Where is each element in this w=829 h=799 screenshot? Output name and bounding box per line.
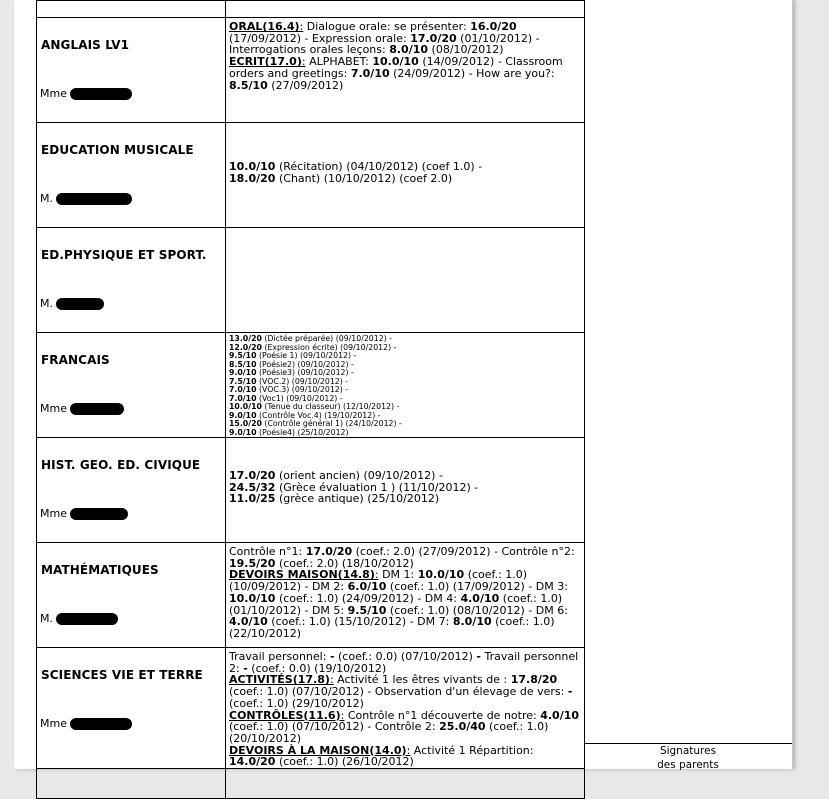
grade-notes: 17.0/20 (orient ancien) (09/10/2012) - 24.5/32 (Grèce évaluation 1 ) (11/10/2012) - 11.0/25 (grèce antique) (25/10/2012) xyxy=(229,469,479,506)
teacher-label xyxy=(40,87,132,100)
subject-cell xyxy=(37,648,226,769)
subject-name: ED.PHYSIQUE ET SPORT. xyxy=(41,248,207,262)
table-row xyxy=(37,648,585,769)
redacted-teacher-name xyxy=(56,193,132,205)
grade-notes: Contrôle n°1: 17.0/20 (coef.: 2.0) (27/09/2012) - Contrôle n°2: 19.5/20 (coef.: 2.0) (18/10/2012) DEVOIRS MAISON(14.8): DM 1: 10.0/10 (coef.: 1.0) (10/09/2012) - DM 2: 6.0/10 (coef.: 1.0) (17/09/2012) - DM 3: 10.0/10 (coef.: 1.0) (24/09/2012) - DM 4: 4.0/10 (coef.: 1.0) (01/10/2012) - DM 5: 9.5/10 (coef.: 1.0) (08/10/2012) - DM 6: 4.0/10 (coef.: 1.0) (15/10/2012) - DM 7: 8.0/10 (coef.: 1.0) (22/10/2012) xyxy=(229,545,575,640)
grade-notes: 10.0/10 (Récitation) (04/10/2012) (coef 1.0) - 18.0/20 (Chant) (10/10/2012) (coef 2.0) xyxy=(229,160,483,185)
table-row xyxy=(37,543,585,648)
subject-cell xyxy=(37,1,226,18)
teacher-label xyxy=(40,402,124,415)
subject-cell xyxy=(37,18,226,123)
redacted-teacher-name xyxy=(70,508,128,520)
grades-table xyxy=(36,0,585,799)
table-row xyxy=(37,18,585,123)
subject-name: HIST. GEO. ED. CIVIQUE xyxy=(41,458,201,472)
table-row xyxy=(37,228,585,333)
subject-name: ANGLAIS LV1 xyxy=(41,38,130,52)
subject-cell xyxy=(37,228,226,333)
table-row xyxy=(37,438,585,543)
teacher-label xyxy=(40,297,104,310)
grade-notes: 13.0/20 (Dictée préparée) (09/10/2012) - 12.0/20 (Expression écrite) (09/10/2012) - 9.5/10 (Poésie 1) (09/10/2012) - 8.5/10 (Poésie2) (09/10/2012) - 9.0/10 (Poésie3) (09/10/2012) - 7.5/10 (VOC.2) (09/10/2012) - 7.0/10 (VOC.3) (09/10/2012) - 7.0/10 (Voc1) (09/10/2012) - 10.0/10 (Tenue du classeur) (12/10/2012) - 9.0/10 (Contrôle Voc.4) (19/10/2012) - 15.0/20 (Contrôle général 1) (24/10/2012) - 9.0/10 (Poésie4) (25/10/2012) xyxy=(229,334,402,437)
redacted-teacher-name xyxy=(56,613,118,625)
table-row-top-stub xyxy=(37,1,585,18)
notes-cell xyxy=(226,1,585,18)
teacher-title: Mme xyxy=(40,717,67,730)
subject-cell xyxy=(37,543,226,648)
teacher-title: M. xyxy=(40,297,53,310)
subject-cell xyxy=(37,333,226,438)
redacted-teacher-name xyxy=(70,403,124,415)
notes-cell xyxy=(226,648,585,769)
subject-name: EDUCATION MUSICALE xyxy=(41,143,194,157)
grade-notes: Travail personnel: - (coef.: 0.0) (07/10/2012) - Travail personnel 2: - (coef.: 0.0) (19/10/2012) ACTIVITÉS(17.8): Activité 1 les êtres vivants de : 17.8/20 (coef.: 1.0) (07/10/2012) - Observation d'un élevage de vers: - (coef.: 1.0) (29/10/2012) CONTRÔLES(11.6): Contrôle n°1 découverte de notre: 4.0/10 (coef.: 1.0) (07/10/2012) - Contrôle 2: 25.0/40 (coef.: 1.0) (20/10/2012) DEVOIRS À LA MAISON(14.0): Activité 1 Répartition: 14.0/20 (coef.: 1.0) (26/10/2012) xyxy=(229,650,580,769)
table-row xyxy=(37,123,585,228)
subject-cell xyxy=(37,438,226,543)
parent-signature-header xyxy=(584,743,792,772)
signature-line-2: des parents xyxy=(657,759,719,771)
teacher-title: M. xyxy=(40,612,53,625)
redacted-teacher-name xyxy=(56,298,104,310)
teacher-title: M. xyxy=(40,192,53,205)
grade-notes xyxy=(226,228,584,231)
notes-cell xyxy=(226,333,585,438)
teacher-label xyxy=(40,612,118,625)
teacher-title: Mme xyxy=(40,402,67,415)
notes-cell xyxy=(226,543,585,648)
teacher-label xyxy=(40,717,132,730)
signature-line-1: Signatures xyxy=(659,745,717,757)
teacher-label xyxy=(40,507,128,520)
subject-cell xyxy=(37,769,226,799)
table-row xyxy=(37,333,585,438)
subject-name: SCIENCES VIE ET TERRE xyxy=(41,668,203,682)
notes-cell xyxy=(226,438,585,543)
notes-cell xyxy=(226,769,585,799)
redacted-teacher-name xyxy=(70,718,132,730)
redacted-teacher-name xyxy=(70,88,132,100)
teacher-title: Mme xyxy=(40,507,67,520)
table-row xyxy=(37,769,585,799)
notes-cell xyxy=(226,228,585,333)
subject-name: MATHÉMATIQUES xyxy=(41,563,159,577)
teacher-label xyxy=(40,192,132,205)
teacher-title: Mme xyxy=(40,87,67,100)
notes-cell xyxy=(226,18,585,123)
notes-cell xyxy=(226,123,585,228)
grade-notes: ORAL(16.4): Dialogue orale: se présenter: 16.0/20 (17/09/2012) - Expression orale: 17.0/20 (01/10/2012) - Interrogations orales leçons: 8.0/10 (08/10/2012) ECRIT(17.0): ALPHABET: 10.0/10 (14/09/2012) - Classroom orders and greetings: 7.0/10 (24/09/2012) - How are you?: 8.5/10 (27/09/2012) xyxy=(229,20,563,92)
subject-name: FRANCAIS xyxy=(41,353,110,367)
subject-cell xyxy=(37,123,226,228)
